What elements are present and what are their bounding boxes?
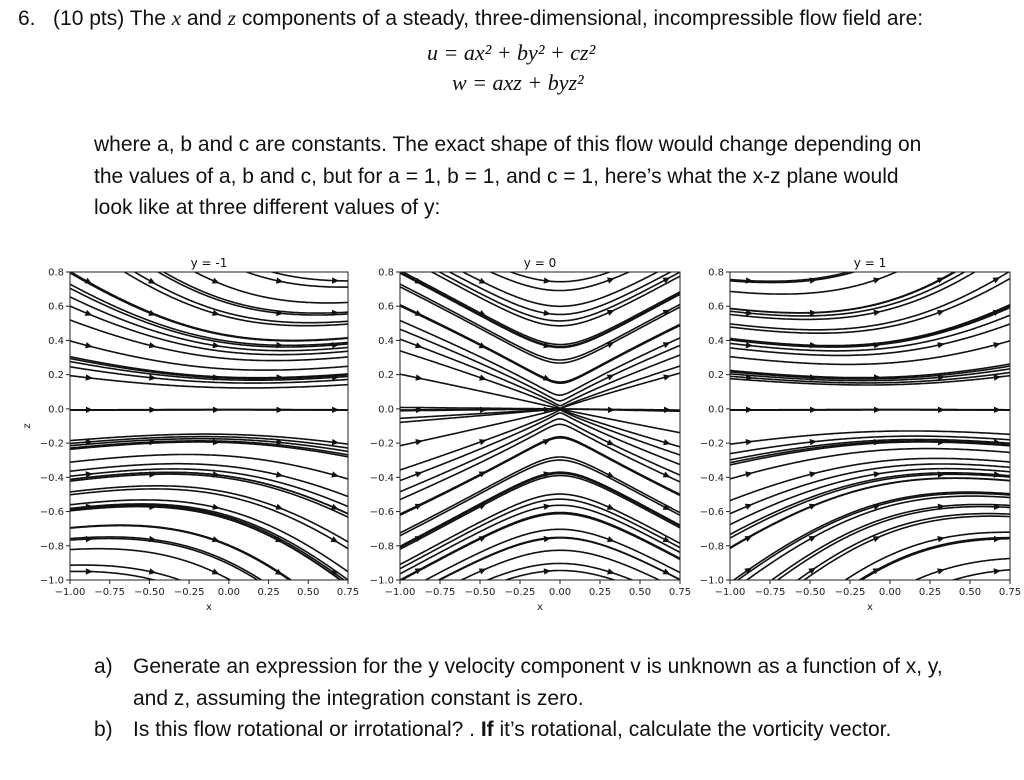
x-tick-label: 0.50 bbox=[958, 587, 982, 598]
streamline-arrow bbox=[415, 342, 423, 348]
paragraph-line-3: look like at three different values of y: bbox=[94, 196, 441, 219]
panel-title: y = -1 bbox=[190, 256, 228, 270]
streamline-arrow bbox=[994, 407, 1001, 413]
streamline bbox=[62, 526, 301, 589]
y-tick-label: −0.6 bbox=[699, 507, 724, 519]
problem-number: 6. bbox=[18, 7, 36, 30]
streamline bbox=[793, 516, 1018, 588]
paragraph-line-1: where a, b and c are constants. The exact shape of this flow would change depending on bbox=[94, 133, 922, 156]
streamline-arrow bbox=[415, 439, 423, 445]
intro-x: x bbox=[171, 6, 182, 30]
streamline bbox=[722, 464, 1017, 517]
x-tick-label: −0.75 bbox=[754, 587, 786, 598]
paragraph-line-2: the values of a, b and c, but for a = 1, b = 1, and c = 1, here’s what the x-z plane would bbox=[94, 165, 899, 188]
streamline-arrow bbox=[874, 471, 881, 477]
x-tick-label: −0.50 bbox=[134, 587, 165, 598]
x-tick-label: −0.50 bbox=[794, 587, 826, 598]
problem-header bbox=[18, 6, 923, 31]
streamplot-svg bbox=[0, 250, 1024, 620]
streamline bbox=[723, 301, 1018, 346]
x-tick-label: −0.25 bbox=[173, 587, 205, 598]
streamline-arrow bbox=[664, 407, 671, 413]
streamline bbox=[63, 507, 352, 589]
streamline bbox=[63, 505, 356, 588]
streamline-arrow bbox=[937, 536, 945, 542]
streamline-arrow bbox=[276, 504, 284, 510]
streamline-arrow bbox=[85, 310, 93, 316]
x-axis-label: x bbox=[206, 602, 212, 613]
streamline-arrow bbox=[607, 536, 615, 542]
question-a-label: a) bbox=[94, 655, 113, 678]
x-tick-label: 0.75 bbox=[336, 587, 360, 598]
y-tick-label: −0.4 bbox=[369, 472, 394, 484]
equation-u: u = ax² + by² + cz² bbox=[427, 40, 596, 65]
y-tick-label: −0.2 bbox=[699, 438, 724, 450]
streamline-arrow bbox=[544, 310, 551, 316]
streamline bbox=[898, 558, 1017, 588]
y-tick-label: 0.8 bbox=[378, 267, 394, 279]
streamline bbox=[447, 264, 673, 307]
y-tick-label: 0.0 bbox=[48, 404, 64, 416]
streamlines-panel-1 bbox=[62, 264, 356, 589]
streamline bbox=[392, 269, 687, 347]
streamline-arrow bbox=[937, 342, 945, 348]
streamline-arrow bbox=[212, 504, 220, 510]
y-tick-label: 0.2 bbox=[378, 370, 394, 382]
question-b-bold: If bbox=[480, 718, 494, 741]
y-tick-label: −0.8 bbox=[369, 541, 394, 553]
x-tick-label: −1.00 bbox=[384, 587, 416, 598]
y-tick-label: 0.4 bbox=[48, 335, 64, 347]
streamline-arrow bbox=[937, 310, 945, 316]
intro-z: z bbox=[227, 6, 236, 30]
y-tick-label: −0.8 bbox=[39, 541, 64, 553]
x-tick-label: 0.25 bbox=[588, 587, 612, 598]
intro-post: components of a steady, three-dimensional, incompressible flow field are: bbox=[241, 7, 924, 30]
y-tick-label: 0.0 bbox=[378, 404, 394, 416]
y-tick-label: 0.0 bbox=[708, 404, 724, 416]
x-tick-label: −1.00 bbox=[714, 587, 746, 598]
y-tick-label: −1.0 bbox=[699, 575, 724, 587]
streamline-arrow bbox=[479, 375, 487, 381]
y-tick-label: 0.2 bbox=[708, 370, 724, 382]
x-tick-label: −0.25 bbox=[834, 587, 866, 598]
x-tick-label: −0.75 bbox=[424, 587, 456, 598]
y-tick-label: −0.2 bbox=[39, 438, 64, 450]
y-tick-label: 0.6 bbox=[378, 301, 394, 313]
x-tick-label: 0.50 bbox=[628, 587, 652, 598]
y-tick-label: −1.0 bbox=[369, 575, 394, 587]
streamline-arrow bbox=[873, 278, 881, 284]
streamline bbox=[111, 264, 355, 326]
streamplot-figure bbox=[0, 250, 1024, 620]
streamline-arrow bbox=[213, 439, 220, 445]
y-tick-label: 0.4 bbox=[378, 335, 394, 347]
streamline-arrow bbox=[415, 374, 423, 380]
question-b bbox=[133, 718, 891, 742]
x-axis-label: x bbox=[537, 602, 543, 613]
x-tick-label: −0.50 bbox=[464, 587, 496, 598]
streamline-arrow bbox=[276, 471, 284, 477]
y-tick-label: 0.6 bbox=[48, 301, 64, 313]
y-tick-label: −0.2 bbox=[369, 438, 394, 450]
streamline-arrow bbox=[149, 568, 157, 574]
y-tick-label: −1.0 bbox=[39, 575, 64, 587]
streamline bbox=[930, 569, 1018, 588]
streamline-arrow bbox=[873, 310, 881, 316]
question-b-label: b) bbox=[94, 718, 113, 741]
question-a-line-2: and z, assuming the integration constant is zero. bbox=[133, 687, 584, 710]
x-tick-label: 0.75 bbox=[668, 587, 692, 598]
streamline bbox=[62, 565, 200, 588]
x-tick-label: 0.25 bbox=[918, 587, 942, 598]
streamline bbox=[150, 264, 356, 313]
streamline-arrow bbox=[332, 277, 339, 283]
streamline bbox=[62, 539, 270, 589]
x-tick-label: 0.00 bbox=[878, 587, 902, 598]
streamline bbox=[63, 504, 356, 586]
intro-and: and bbox=[186, 7, 222, 30]
y-tick-label: −0.4 bbox=[39, 472, 64, 484]
y-tick-label: −0.6 bbox=[39, 507, 64, 519]
question-b-post: it’s rotational, calculate the vorticity vector. bbox=[499, 718, 892, 741]
panel-title: y = 1 bbox=[853, 256, 887, 270]
streamlines-panel-3 bbox=[722, 264, 1018, 589]
intro-pre: The bbox=[129, 7, 166, 30]
y-tick-label: −0.8 bbox=[699, 541, 724, 553]
streamline-arrow bbox=[607, 278, 615, 284]
streamline-arrow bbox=[332, 407, 339, 413]
y-tick-label: 0.8 bbox=[48, 267, 64, 279]
streamline bbox=[63, 355, 356, 378]
y-tick-label: 0.2 bbox=[48, 370, 64, 382]
y-tick-label: 0.8 bbox=[708, 267, 724, 279]
y-tick-label: 0.4 bbox=[708, 335, 724, 347]
y-axis-label: z bbox=[22, 423, 33, 429]
x-tick-label: 0.75 bbox=[998, 587, 1022, 598]
problem-points: (10 pts) bbox=[53, 7, 125, 30]
x-tick-label: −0.75 bbox=[94, 587, 126, 598]
streamline-arrow bbox=[415, 472, 423, 478]
streamline bbox=[392, 373, 688, 435]
streamline bbox=[63, 549, 245, 589]
streamline bbox=[392, 336, 687, 405]
streamline-arrow bbox=[479, 439, 487, 445]
equation-w: w = axz + byz² bbox=[452, 70, 584, 95]
streamline-arrow bbox=[937, 568, 945, 574]
panel-title: y = 0 bbox=[523, 256, 557, 270]
streamline-arrow bbox=[148, 310, 156, 316]
x-tick-label: 0.50 bbox=[297, 587, 320, 598]
y-tick-label: 0.6 bbox=[708, 301, 724, 313]
x-axis-label: x bbox=[867, 602, 873, 613]
y-tick-label: −0.4 bbox=[699, 472, 724, 484]
streamline-arrow bbox=[276, 277, 284, 283]
streamline-arrow bbox=[544, 504, 551, 510]
x-tick-label: 0.00 bbox=[548, 587, 572, 598]
streamline bbox=[393, 413, 689, 484]
streamline-arrow bbox=[994, 536, 1001, 542]
streamline bbox=[723, 436, 1018, 455]
question-b-pre: Is this flow rotational or irrotational? . bbox=[133, 718, 475, 741]
streamline-arrow bbox=[213, 342, 220, 348]
x-tick-label: 0.00 bbox=[217, 587, 240, 598]
streamline bbox=[473, 264, 647, 291]
x-tick-label: 0.25 bbox=[257, 587, 280, 598]
x-tick-label: −0.25 bbox=[504, 587, 536, 598]
axes-frame-1 bbox=[70, 272, 348, 580]
y-tick-label: −0.6 bbox=[369, 507, 394, 519]
x-tick-label: −1.00 bbox=[54, 587, 86, 598]
streamline-arrow bbox=[86, 568, 93, 574]
streamline bbox=[468, 563, 652, 588]
question-a-line-1: Generate an expression for the y velocity component v is unknown as a function of x, y, bbox=[133, 655, 943, 678]
streamline bbox=[62, 506, 352, 588]
streamline bbox=[392, 348, 688, 408]
streamlines-panel-2 bbox=[392, 264, 688, 589]
